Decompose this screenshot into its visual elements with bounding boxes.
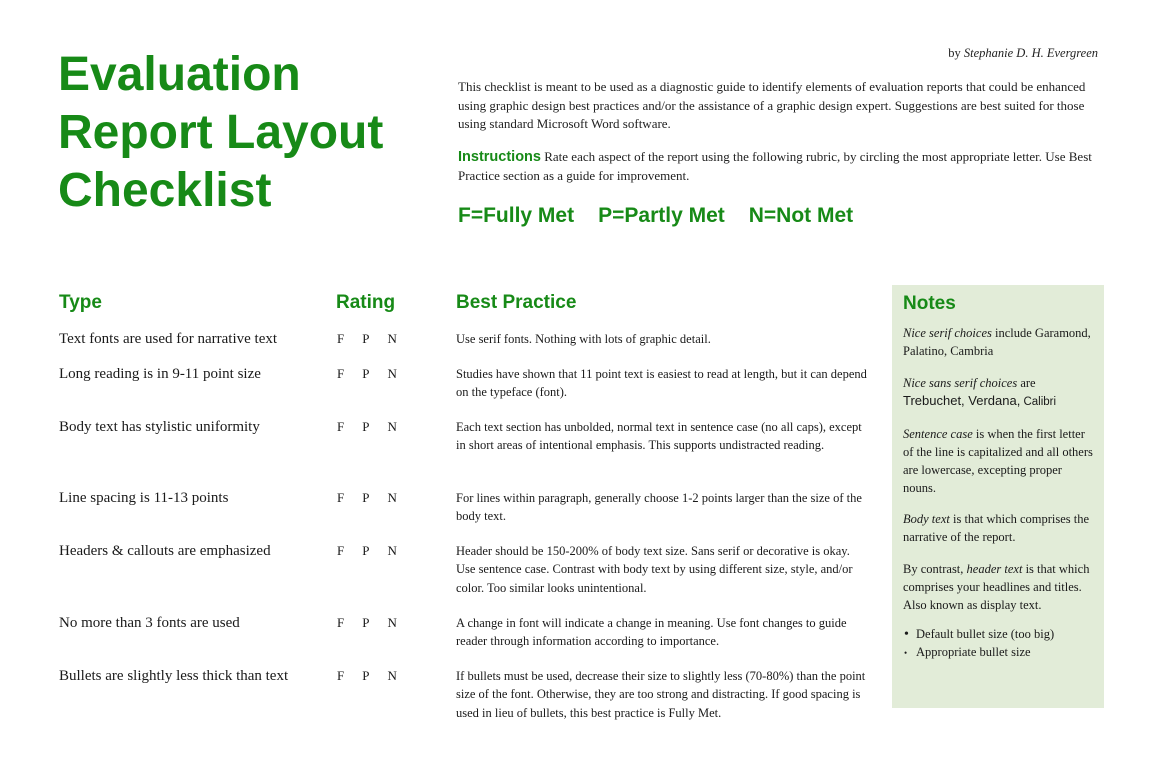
rating-n[interactable]: N bbox=[387, 615, 397, 630]
row-rating bbox=[337, 667, 427, 685]
column-header-type: Type bbox=[59, 292, 102, 313]
title-line: Checklist bbox=[58, 164, 272, 217]
row-rating bbox=[337, 418, 427, 436]
bullet-icon: • bbox=[904, 627, 909, 643]
rating-p[interactable]: P bbox=[362, 668, 370, 683]
rating-n[interactable]: N bbox=[387, 490, 397, 505]
row-best-practice: Use serif fonts. Nothing with lots of graphic detail. bbox=[456, 332, 711, 346]
rating-p[interactable]: P bbox=[362, 543, 370, 558]
row-rating bbox=[337, 542, 427, 560]
list-item bbox=[903, 626, 1094, 644]
bullet-small-text: Appropriate bullet size bbox=[916, 645, 1031, 660]
instructions-label: Instructions bbox=[458, 149, 541, 165]
row-rating bbox=[337, 614, 427, 632]
row-type: Long reading is in 9-11 point size bbox=[59, 366, 261, 382]
row-type: Headers & callouts are emphasized bbox=[59, 543, 271, 559]
rating-f[interactable]: F bbox=[337, 543, 345, 558]
row-type: Text fonts are used for narrative text bbox=[59, 331, 278, 347]
row-best-practice: Each text section has unbolded, normal text in sentence case (no all caps), except in short areas of intentional emphasis. This supports undistracted reading. bbox=[456, 420, 862, 453]
rubric-not-met: N=Not Met bbox=[748, 204, 854, 227]
rating-f[interactable]: F bbox=[337, 331, 345, 346]
rating-f[interactable]: F bbox=[337, 490, 345, 505]
note-serif-fonts: Garamond, Palatino, Cambria bbox=[903, 326, 1091, 358]
row-type: No more than 3 fonts are used bbox=[59, 615, 240, 631]
notes-title: Notes bbox=[903, 293, 956, 314]
row-best-practice: Header should be 150-200% of body text size. Sans serif or decorative is okay. Use sentence case. Contrast with body text by using different size, style, and/or color. Too similar looks unintentional. bbox=[456, 544, 853, 595]
row-rating bbox=[337, 489, 427, 507]
row-rating bbox=[337, 365, 427, 383]
notes-panel bbox=[892, 285, 1104, 708]
note-body-text bbox=[903, 511, 1094, 547]
rating-n[interactable]: N bbox=[387, 543, 397, 558]
instructions-text: Rate each aspect of the report using the following rubric, by circling the most appropriate letter. Use Best Practice section as a guide for improvement. bbox=[458, 149, 1092, 183]
rating-f[interactable]: F bbox=[337, 419, 345, 434]
rubric-fully-met: F=Fully Met bbox=[458, 204, 575, 227]
title-line: Evaluation bbox=[58, 48, 301, 101]
row-best-practice: A change in font will indicate a change in meaning. Use font changes to guide reader through information according to importance. bbox=[456, 616, 847, 649]
row-type: Bullets are slightly less thick than text bbox=[59, 668, 289, 684]
rating-f[interactable]: F bbox=[337, 615, 345, 630]
rating-n[interactable]: N bbox=[387, 419, 397, 434]
title-line: Report Layout bbox=[58, 106, 384, 159]
rating-n[interactable]: N bbox=[387, 366, 397, 381]
row-type: Body text has stylistic uniformity bbox=[59, 419, 260, 435]
rating-n[interactable]: N bbox=[387, 331, 397, 346]
row-best-practice: Studies have shown that 11 point text is easiest to read at length, but it can depend on the typeface (font). bbox=[456, 367, 867, 400]
column-header-rating: Rating bbox=[336, 292, 396, 313]
rubric bbox=[458, 204, 1098, 228]
note-serif bbox=[903, 325, 1094, 361]
note-sentence-lead: Sentence case bbox=[903, 427, 973, 442]
instructions bbox=[458, 148, 1098, 185]
note-sans-fonts: Trebuchet, Verdana, bbox=[903, 393, 1021, 409]
row-best-practice: For lines within paragraph, generally choose 1-2 points larger than the size of the body text. bbox=[456, 491, 862, 524]
bullet-big-text: Default bullet size (too big) bbox=[916, 627, 1055, 642]
rubric-partly-met: P=Partly Met bbox=[598, 204, 725, 227]
note-contrast-pre: By contrast, bbox=[903, 561, 964, 576]
note-bullet-list bbox=[903, 626, 1094, 662]
rating-n[interactable]: N bbox=[387, 668, 397, 683]
list-item bbox=[903, 644, 1094, 662]
page-title bbox=[58, 46, 438, 220]
rating-p[interactable]: P bbox=[362, 490, 370, 505]
note-serif-lead: Nice serif choices bbox=[903, 326, 992, 340]
note-sentence-text: is when the first letter of the line is capitalized and all others are lowercase, excepting proper nouns. bbox=[903, 427, 1093, 495]
byline-author: Stephanie D. H. Evergreen bbox=[963, 46, 1098, 60]
rating-p[interactable]: P bbox=[362, 331, 370, 346]
note-sans-are: are bbox=[1020, 375, 1036, 390]
note-body-text-desc: is that which comprises the narrative of the report. bbox=[903, 512, 1090, 545]
rating-p[interactable]: P bbox=[362, 419, 370, 434]
byline bbox=[900, 46, 1098, 61]
rating-p[interactable]: P bbox=[362, 366, 370, 381]
note-sentence-case bbox=[903, 426, 1094, 497]
rating-p[interactable]: P bbox=[362, 615, 370, 630]
intro-paragraph: This checklist is meant to be used as a diagnostic guide to identify elements of evaluation reports that could be enhanced using graphic design best practices and/or the assistance of a graphic design expert. Suggestions are best suited for those using standard Microsoft Word software. bbox=[458, 79, 1086, 131]
note-serif-include: include bbox=[995, 326, 1032, 340]
row-rating bbox=[337, 330, 427, 348]
rating-f[interactable]: F bbox=[337, 668, 345, 683]
note-header-lead: header text bbox=[966, 561, 1023, 576]
note-sans-lead: Nice sans serif choices bbox=[903, 375, 1018, 390]
note-sans-last: Calibri bbox=[1023, 396, 1057, 409]
row-type: Line spacing is 11-13 points bbox=[59, 490, 229, 506]
row-best-practice: If bullets must be used, decrease their size to slightly less (70-80%) than the point size of the font. Otherwise, they are too strong and distracting. If good spacing is used in lieu of bullets, this best practice is Fully Met. bbox=[456, 669, 866, 720]
note-header-text-desc: is that which comprises your headlines and titles. Also known as display text. bbox=[903, 561, 1090, 612]
byline-by: by bbox=[948, 46, 961, 60]
note-header-text bbox=[903, 561, 1094, 614]
note-body-lead: Body text bbox=[903, 512, 950, 527]
rating-f[interactable]: F bbox=[337, 366, 345, 381]
note-sans bbox=[903, 375, 1094, 413]
column-header-best-practice: Best Practice bbox=[456, 292, 577, 313]
bullet-icon: • bbox=[904, 648, 908, 659]
